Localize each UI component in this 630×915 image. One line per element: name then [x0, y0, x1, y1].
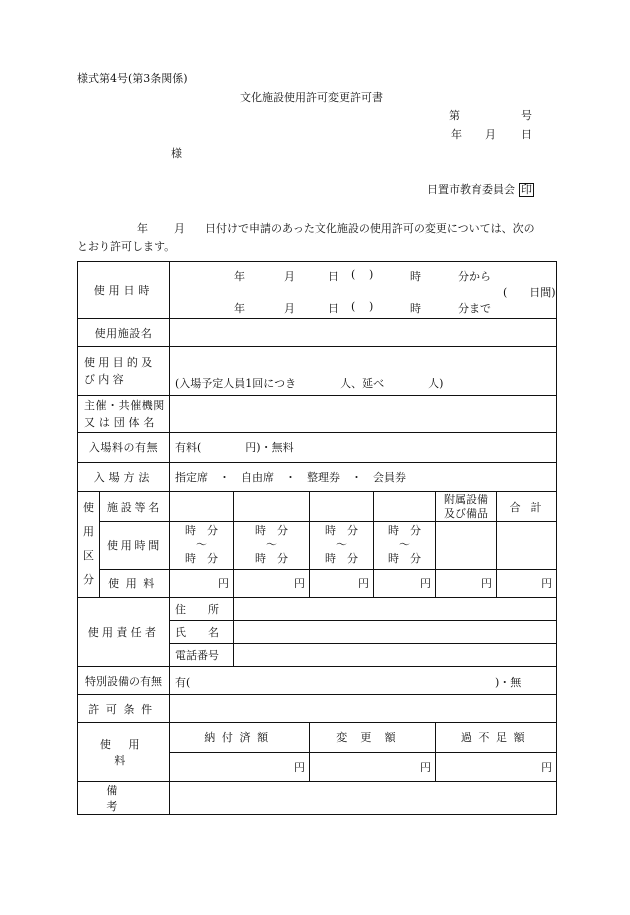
facility-item-4[interactable] — [374, 492, 436, 522]
intro-month: 月 — [174, 222, 185, 235]
end-month: 月 — [284, 302, 295, 316]
facility-item-2[interactable] — [234, 492, 310, 522]
time-end-3: 時 分 — [325, 552, 358, 566]
fee-cell-4[interactable]: 円 — [374, 569, 436, 597]
document-title: 文化施設使用許可変更許可書 — [240, 91, 383, 104]
date-month: 月 — [485, 128, 496, 141]
change-amount-field[interactable]: 円 — [310, 752, 436, 781]
usage-days: ( 日間) — [503, 286, 556, 300]
time-end-4: 時 分 — [388, 552, 421, 566]
facility-item-label: 施設等名 — [100, 492, 170, 522]
usage-time-label: 使用時間 — [100, 522, 170, 569]
name-label: 氏 名 — [170, 620, 234, 643]
end-day: 日 — [328, 302, 339, 316]
conditions-field[interactable] — [170, 695, 557, 723]
attendance-text: (入場予定人員1回につき 人、延べ 人) — [175, 376, 444, 390]
purpose-label-line1: 使用目的及 — [84, 356, 156, 370]
intro-text-line2: とおり許可します。 — [77, 240, 176, 253]
equipment-header — [436, 492, 497, 522]
start-year: 年 — [234, 270, 245, 284]
special-equipment-field[interactable] — [170, 667, 557, 695]
usage-datetime-label: 使用日時 — [78, 262, 170, 319]
issuer-name: 日置市教育委員会 — [427, 183, 515, 196]
start-hour: 時 — [410, 270, 421, 284]
address-label: 住 所 — [170, 597, 234, 620]
start-month: 月 — [284, 270, 295, 284]
paid-amount-field[interactable]: 円 — [170, 752, 310, 781]
entry-method-label: 入場方法 — [78, 463, 170, 492]
side-char-2: 用 — [83, 525, 94, 539]
paid-amount-header: 納付済額 — [170, 723, 310, 752]
time-start-1: 時 分 — [185, 524, 218, 538]
fee-cell-3[interactable]: 円 — [310, 569, 374, 597]
equipment-time-cell[interactable] — [436, 522, 497, 569]
end-year: 年 — [234, 302, 245, 316]
usage-datetime-cell[interactable] — [170, 262, 557, 319]
facility-name-label: 使用施設名 — [78, 319, 170, 347]
purpose-label-line2: び内容 — [84, 373, 127, 387]
time-slot-4[interactable] — [374, 522, 436, 569]
facility-name-field[interactable] — [170, 319, 557, 347]
purpose-label — [78, 347, 170, 395]
intro-text: 日付けで申請のあった文化施設の使用許可の変更については、次の — [205, 222, 535, 235]
diff-amount-field[interactable]: 円 — [436, 752, 557, 781]
fee-cell-2[interactable]: 円 — [234, 569, 310, 597]
date-day: 日 — [521, 128, 532, 141]
total-header: 合計 — [497, 492, 557, 522]
conditions-label: 許可条件 — [78, 695, 170, 723]
time-end-2: 時 分 — [255, 552, 288, 566]
time-start-2: 時 分 — [255, 524, 288, 538]
end-hour: 時 — [410, 302, 421, 316]
side-char-3: 区 — [83, 549, 94, 563]
time-tilde-4: ～ — [399, 538, 410, 552]
responsible-label: 使用責任者 — [78, 597, 170, 666]
diff-amount-header: 過不足額 — [436, 723, 557, 752]
fees-label: 使用料 — [78, 723, 170, 781]
special-equipment-suffix: )・無 — [495, 675, 522, 689]
remarks-field[interactable] — [170, 781, 557, 814]
side-char-4: 分 — [83, 573, 94, 587]
seal-mark: 印 — [521, 183, 532, 196]
issuer-line — [427, 181, 534, 197]
time-end-1: 時 分 — [185, 552, 218, 566]
time-tilde-2: ～ — [266, 538, 277, 552]
time-tilde-1: ～ — [196, 538, 207, 552]
form-number: 様式第4号(第3条関係) — [77, 72, 188, 85]
purpose-field[interactable] — [170, 347, 557, 395]
recipient-suffix: 様 — [171, 147, 182, 160]
time-slot-3[interactable] — [310, 522, 374, 569]
start-paren-open: ( — [351, 268, 356, 282]
end-minute: 分まで — [458, 302, 491, 316]
phone-field[interactable] — [234, 643, 557, 666]
date-year: 年 — [451, 128, 462, 141]
address-field[interactable] — [234, 597, 557, 620]
fee-cell-equipment[interactable]: 円 — [436, 569, 497, 597]
fee-cell-1[interactable]: 円 — [170, 569, 234, 597]
organizer-label-line1: 主催・共催機関 — [84, 398, 165, 412]
organizer-label-line2: 又は団体名 — [84, 415, 159, 429]
equipment-header-line2: 及び備品 — [444, 506, 488, 520]
time-slot-1[interactable] — [170, 522, 234, 569]
intro-year: 年 — [137, 222, 148, 235]
time-start-4: 時 分 — [388, 524, 421, 538]
entry-method-field[interactable]: 指定席 ・ 自由席 ・ 整理券 ・ 会員券 — [170, 463, 557, 492]
equipment-header-line1: 附属設備 — [444, 492, 488, 506]
fee-cell-total[interactable]: 円 — [497, 569, 557, 597]
change-amount-header: 変更額 — [310, 723, 436, 752]
facility-item-3[interactable] — [310, 492, 374, 522]
organizer-field[interactable] — [170, 395, 557, 432]
facility-item-1[interactable] — [170, 492, 234, 522]
section-fee-label: 使用料 — [100, 569, 170, 597]
total-time-cell[interactable] — [497, 522, 557, 569]
phone-label: 電話番号 — [170, 643, 234, 666]
special-equipment-prefix: 有( — [175, 675, 191, 689]
organizer-label — [78, 395, 170, 432]
time-tilde-3: ～ — [336, 538, 347, 552]
admission-fee-label: 入場料の有無 — [78, 432, 170, 462]
side-char-1: 使 — [83, 501, 94, 515]
number-suffix: 号 — [521, 109, 532, 122]
time-start-3: 時 分 — [325, 524, 358, 538]
end-paren-open: ( — [351, 300, 356, 314]
time-slot-2[interactable] — [234, 522, 310, 569]
start-day: 日 — [328, 270, 339, 284]
permit-form-table — [77, 261, 557, 815]
start-minute: 分から — [458, 270, 491, 284]
number-prefix: 第 — [449, 109, 460, 122]
special-equipment-label: 特別設備の有無 — [78, 667, 170, 695]
end-paren-close: ) — [369, 300, 374, 314]
admission-fee-field[interactable]: 有料( 円)・無料 — [170, 432, 557, 462]
usage-category-side-label — [78, 492, 100, 598]
start-paren-close: ) — [369, 268, 374, 282]
name-field[interactable] — [234, 620, 557, 643]
remarks-label: 備考 — [78, 781, 170, 814]
